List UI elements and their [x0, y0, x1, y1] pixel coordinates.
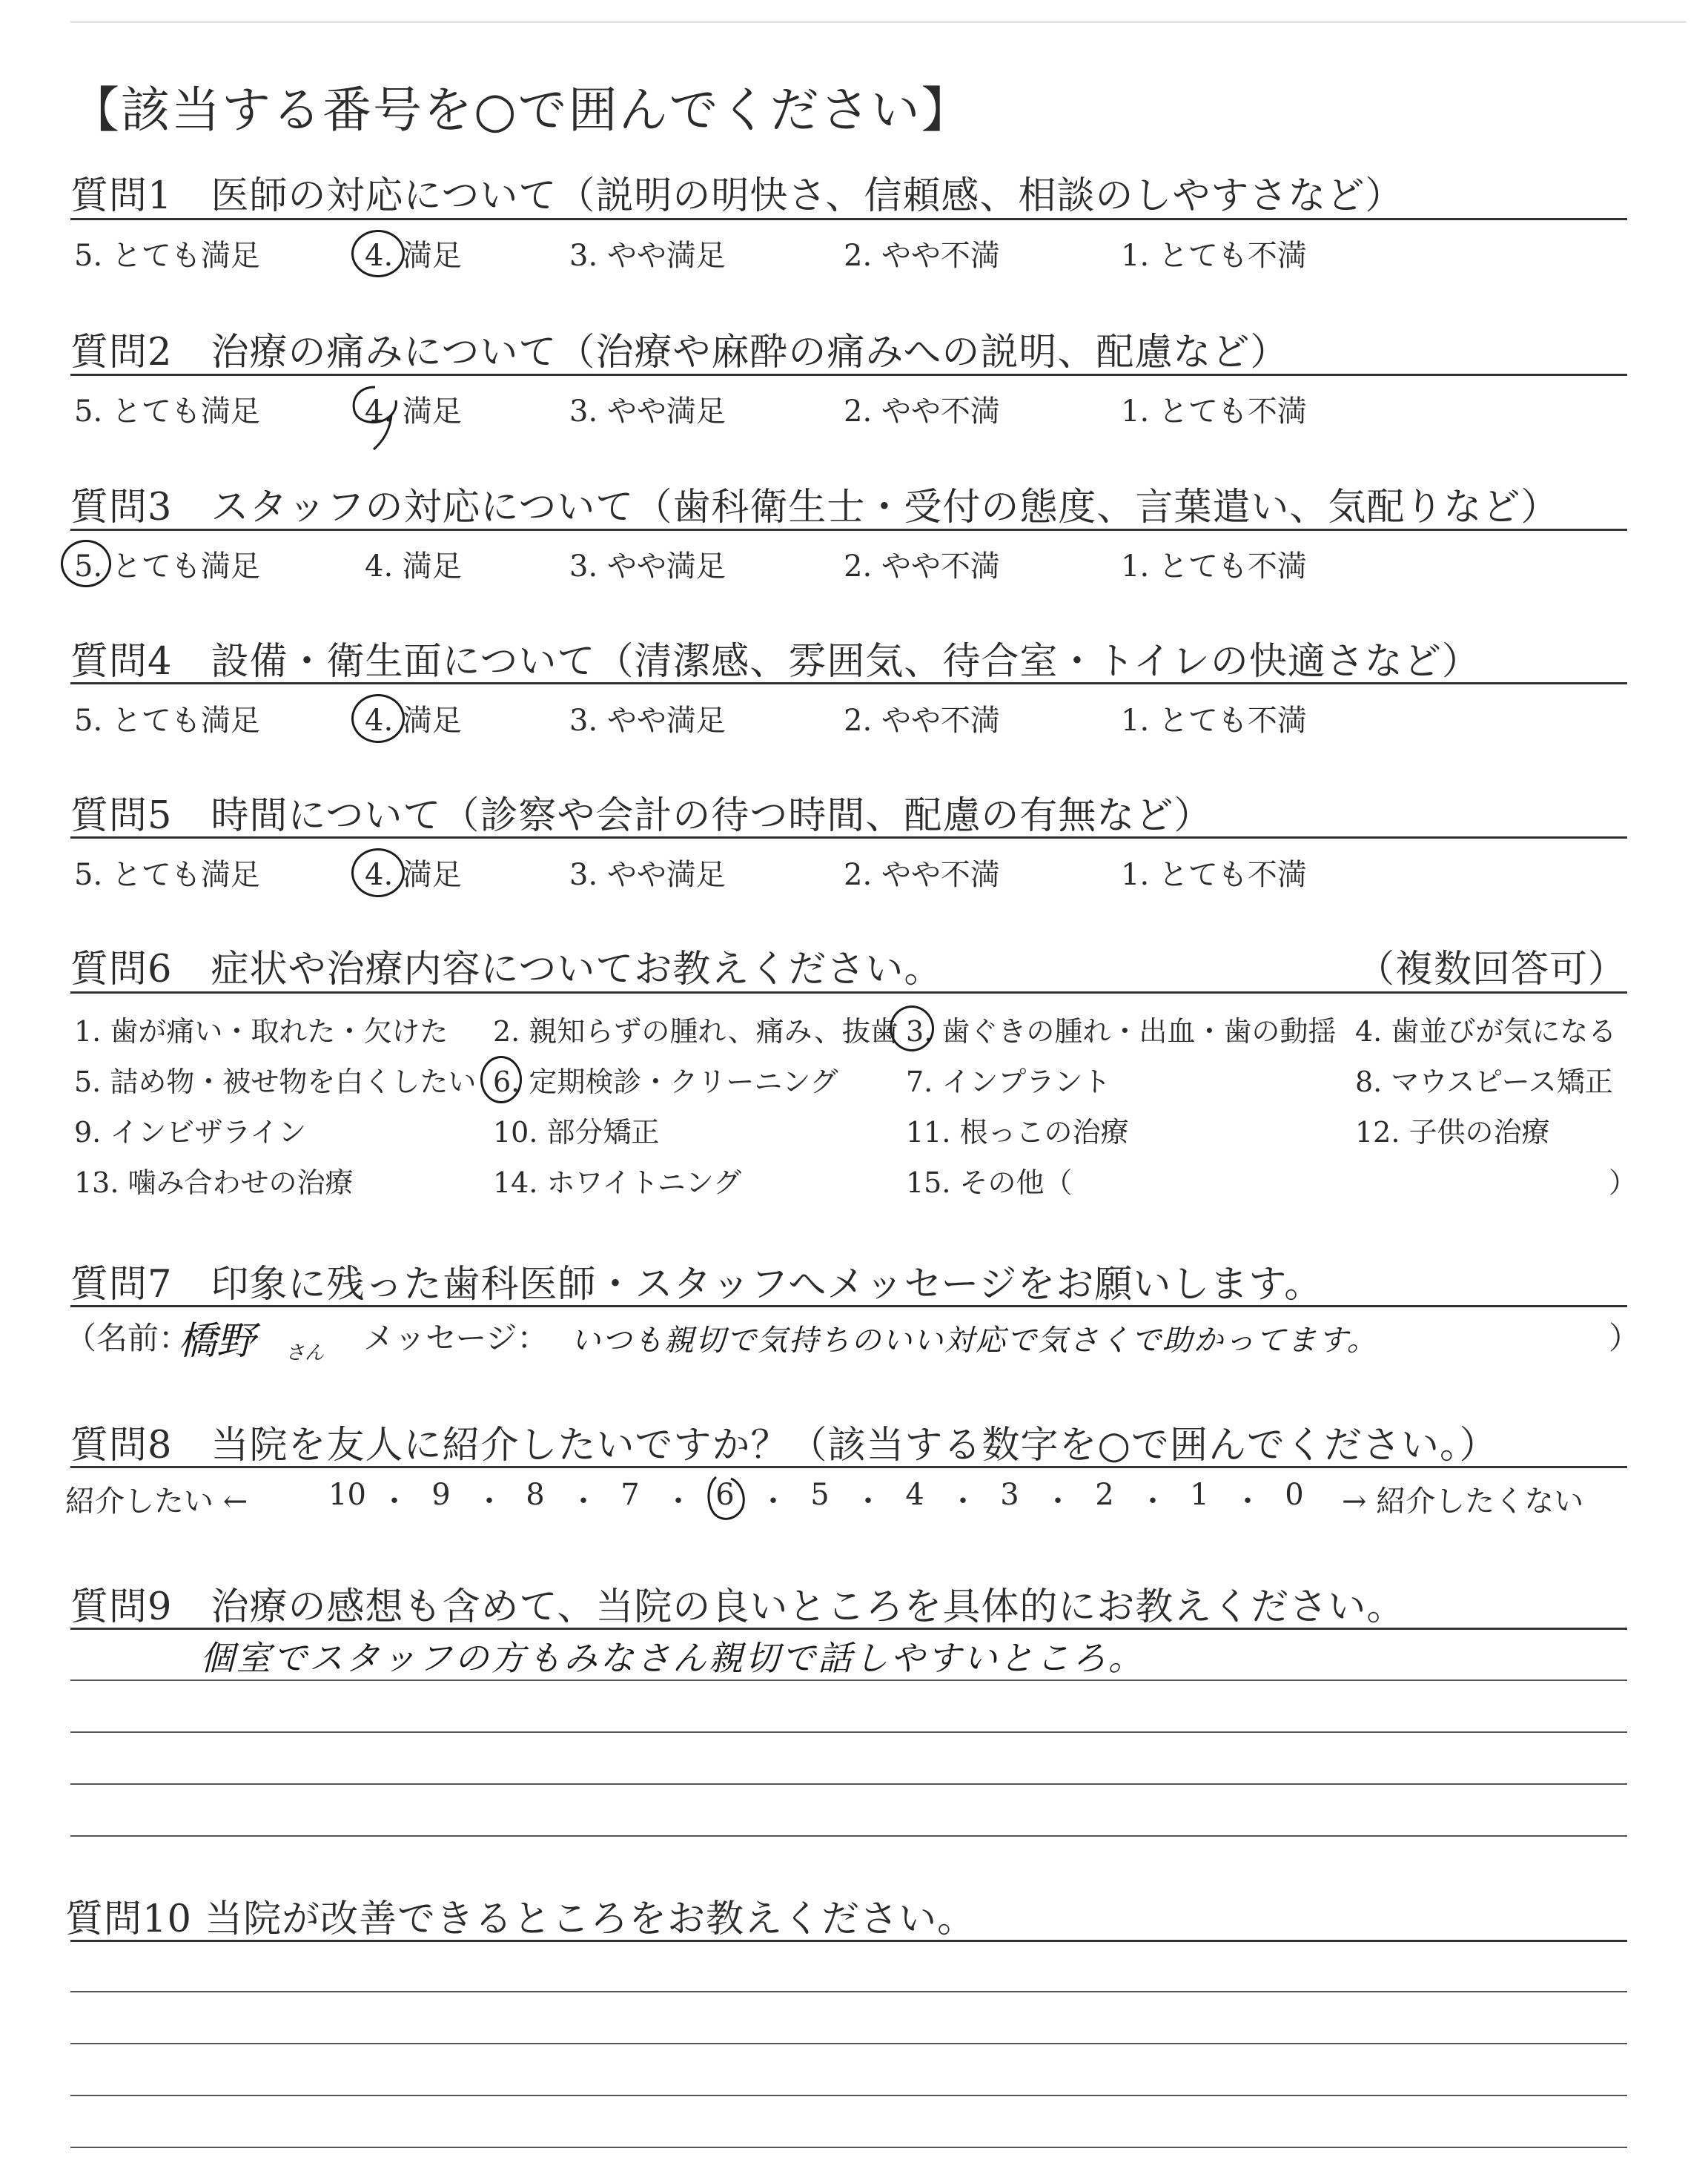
q2-option-4[interactable]: 4. 満足: [365, 394, 462, 429]
q3-option-2[interactable]: 2. やや不満: [844, 549, 1000, 584]
q8-scale-7[interactable]: 7: [620, 1478, 640, 1512]
q6-selected-circle-3: [890, 1005, 934, 1051]
q9-answer-handwritten[interactable]: 個室でスタッフの方もみなさん親切で話しやすいところ。: [200, 1638, 1145, 1678]
q6-item-7[interactable]: 7. インプラント: [906, 1066, 1111, 1098]
q6-item-14[interactable]: 14. ホワイトニング: [493, 1166, 742, 1199]
q2-option-2[interactable]: 2. やや不満: [844, 394, 1000, 429]
q10-answer-line-4: [70, 2147, 1627, 2148]
q3-option-4[interactable]: 4. 満足: [365, 549, 462, 584]
q5-rule: [70, 836, 1627, 839]
q9-answer-line-1: [70, 1680, 1627, 1681]
q5-title: 質問5 時間について（診察や会計の待つ時間、配慮の有無など）: [70, 794, 1213, 838]
q3-rule: [70, 529, 1627, 531]
q8-scale-9[interactable]: 9: [431, 1478, 451, 1512]
q8-scale-5[interactable]: 5: [810, 1478, 830, 1512]
q9-answer-line-3: [70, 1783, 1627, 1785]
q8-dot: ・: [380, 1484, 409, 1519]
q6-rule: [70, 991, 1627, 994]
q10-rule: [70, 1940, 1627, 1942]
q8-scale-0[interactable]: 0: [1285, 1478, 1304, 1512]
q2-title: 質問2 治療の痛みについて（治療や麻酔の痛みへの説明、配慮など）: [70, 331, 1289, 374]
q8-scale-6[interactable]: 6: [715, 1478, 735, 1512]
q6-item-13[interactable]: 13. 噛み合わせの治療: [74, 1166, 354, 1199]
q8-scale-1[interactable]: 1: [1190, 1478, 1209, 1512]
q6-item-5[interactable]: 5. 詰め物・被せ物を白くしたい: [74, 1066, 477, 1098]
q6-item-2[interactable]: 2. 親知らずの腫れ、痛み、抜歯: [493, 1015, 898, 1048]
q1-title: 質問1 医師の対応について（説明の明快さ、信頼感、相談のしやすさなど）: [70, 174, 1404, 218]
q9-rule: [70, 1628, 1627, 1630]
q8-scale-3[interactable]: 3: [1000, 1478, 1019, 1512]
q6-item-6[interactable]: 6. 定期検診・クリーニング: [493, 1066, 838, 1098]
q8-rule: [70, 1466, 1627, 1468]
q8-scale-8[interactable]: 8: [526, 1478, 545, 1512]
q4-title: 質問4 設備・衛生面について（清潔感、雰囲気、待合室・トイレの快適さなど）: [70, 640, 1480, 684]
q6-item-4[interactable]: 4. 歯並びが気になる: [1355, 1015, 1617, 1048]
q8-dot: ・: [663, 1484, 693, 1519]
q8-scale-4[interactable]: 4: [905, 1478, 924, 1512]
q9-answer-line-4: [70, 1835, 1627, 1837]
q5-selected-circle: [351, 848, 405, 897]
q10-answer-line-3: [70, 2095, 1627, 2096]
q6-selected-circle-6: [480, 1056, 522, 1103]
q7-name-suffix: さん: [285, 1342, 325, 1364]
q9-title: 質問9 治療の感想も含めて、当院の良いところを具体的にお教えください。: [70, 1585, 1406, 1629]
q6-item-15-close: ）: [1609, 1166, 1638, 1199]
q4-option-3[interactable]: 3. やや満足: [569, 704, 726, 738]
q8-scale-2[interactable]: 2: [1095, 1478, 1114, 1512]
scan-edge-line: [70, 21, 1687, 23]
q8-dot: ・: [853, 1484, 883, 1519]
q6-item-1[interactable]: 1. 歯が痛い・取れた・欠けた: [74, 1015, 448, 1048]
q5-option-4[interactable]: 4. 満足: [365, 858, 462, 892]
q8-left-label: 紹介したい ←: [65, 1484, 248, 1519]
q6-item-12[interactable]: 12. 子供の治療: [1355, 1116, 1550, 1149]
q8-dot: ・: [948, 1484, 978, 1519]
q1-selected-circle: [351, 230, 405, 277]
q7-title: 質問7 印象に残った歯科医師・スタッフへメッセージをお願いします。: [70, 1263, 1323, 1307]
q2-option-5[interactable]: 5. とても満足: [74, 394, 260, 429]
q6-title: 質問6 症状や治療内容についてお教えください。: [70, 948, 943, 991]
q7-message-label: メッセージ：: [363, 1320, 549, 1356]
q2-rule: [70, 374, 1627, 376]
q3-option-3[interactable]: 3. やや満足: [569, 549, 726, 584]
q1-option-5[interactable]: 5. とても満足: [74, 239, 260, 273]
q6-multiple-note: （複数回答可）: [1357, 948, 1627, 991]
q8-selected-circle: [701, 1473, 755, 1526]
q7-name-label: （名前：: [65, 1320, 191, 1356]
q7-rule: [70, 1305, 1627, 1307]
q5-option-5[interactable]: 5. とても満足: [74, 858, 260, 892]
q4-rule: [70, 682, 1627, 684]
q1-option-3[interactable]: 3. やや満足: [569, 239, 726, 273]
q5-option-1[interactable]: 1. とても不満: [1121, 858, 1307, 892]
q3-selected-circle: [61, 540, 111, 587]
q6-item-15[interactable]: 15. その他（: [906, 1166, 1073, 1199]
q7-close: ）: [1609, 1320, 1641, 1356]
q6-item-11[interactable]: 11. 根っこの治療: [906, 1116, 1129, 1149]
q1-rule: [70, 218, 1627, 220]
q5-option-2[interactable]: 2. やや不満: [844, 858, 1000, 892]
q1-option-1[interactable]: 1. とても不満: [1121, 239, 1307, 273]
q3-option-5[interactable]: 5. とても満足: [74, 549, 260, 584]
q2-option-1[interactable]: 1. とても不満: [1121, 394, 1307, 429]
q4-option-5[interactable]: 5. とても満足: [74, 704, 260, 738]
q10-title: 質問10 当院が改善できるところをお教えください。: [65, 1898, 976, 1941]
q8-dot: ・: [1233, 1484, 1262, 1519]
q1-option-2[interactable]: 2. やや不満: [844, 239, 1000, 273]
q8-scale-10[interactable]: 10: [328, 1478, 366, 1512]
q4-selected-circle: [351, 694, 405, 743]
q8-title: 質問8 当院を友人に紹介したいですか？（該当する数字を○で囲んでください。）: [70, 1424, 1498, 1467]
q1-option-4[interactable]: 4. 満足: [365, 239, 462, 273]
q6-item-9[interactable]: 9. インビザライン: [74, 1116, 307, 1149]
q8-dot: ・: [758, 1484, 788, 1519]
q9-answer-line-2: [70, 1731, 1627, 1733]
q6-item-8[interactable]: 8. マウスピース矯正: [1355, 1066, 1613, 1098]
q8-dot: ・: [1043, 1484, 1073, 1519]
q7-message-handwritten[interactable]: いつも親切で気持ちのいい対応で気さくで助かってます。: [571, 1324, 1378, 1358]
q10-answer-line-1: [70, 1991, 1627, 1992]
q8-dot: ・: [569, 1484, 598, 1519]
q4-option-1[interactable]: 1. とても不満: [1121, 704, 1307, 738]
form-instruction: 【該当する番号を○で囲んでください】: [70, 82, 972, 139]
q10-answer-line-2: [70, 2043, 1627, 2044]
q4-option-4[interactable]: 4. 満足: [365, 704, 462, 738]
q8-right-label: → 紹介したくない: [1342, 1484, 1584, 1519]
q4-option-2[interactable]: 2. やや不満: [844, 704, 1000, 738]
q7-name-handwritten[interactable]: 橋野: [178, 1319, 256, 1364]
q2-selected-circle: [345, 383, 412, 454]
q5-option-3[interactable]: 3. やや満足: [569, 858, 726, 892]
q6-item-10[interactable]: 10. 部分矯正: [493, 1116, 660, 1149]
q3-option-1[interactable]: 1. とても不満: [1121, 549, 1307, 584]
q6-item-3[interactable]: 3. 歯ぐきの腫れ・出血・歯の動揺: [906, 1015, 1337, 1048]
q3-title: 質問3 スタッフの対応について（歯科衛生士・受付の態度、言葉遣い、気配りなど）: [70, 486, 1560, 529]
q2-option-3[interactable]: 3. やや満足: [569, 394, 726, 429]
q8-dot: ・: [1138, 1484, 1168, 1519]
q8-dot: ・: [474, 1484, 504, 1519]
